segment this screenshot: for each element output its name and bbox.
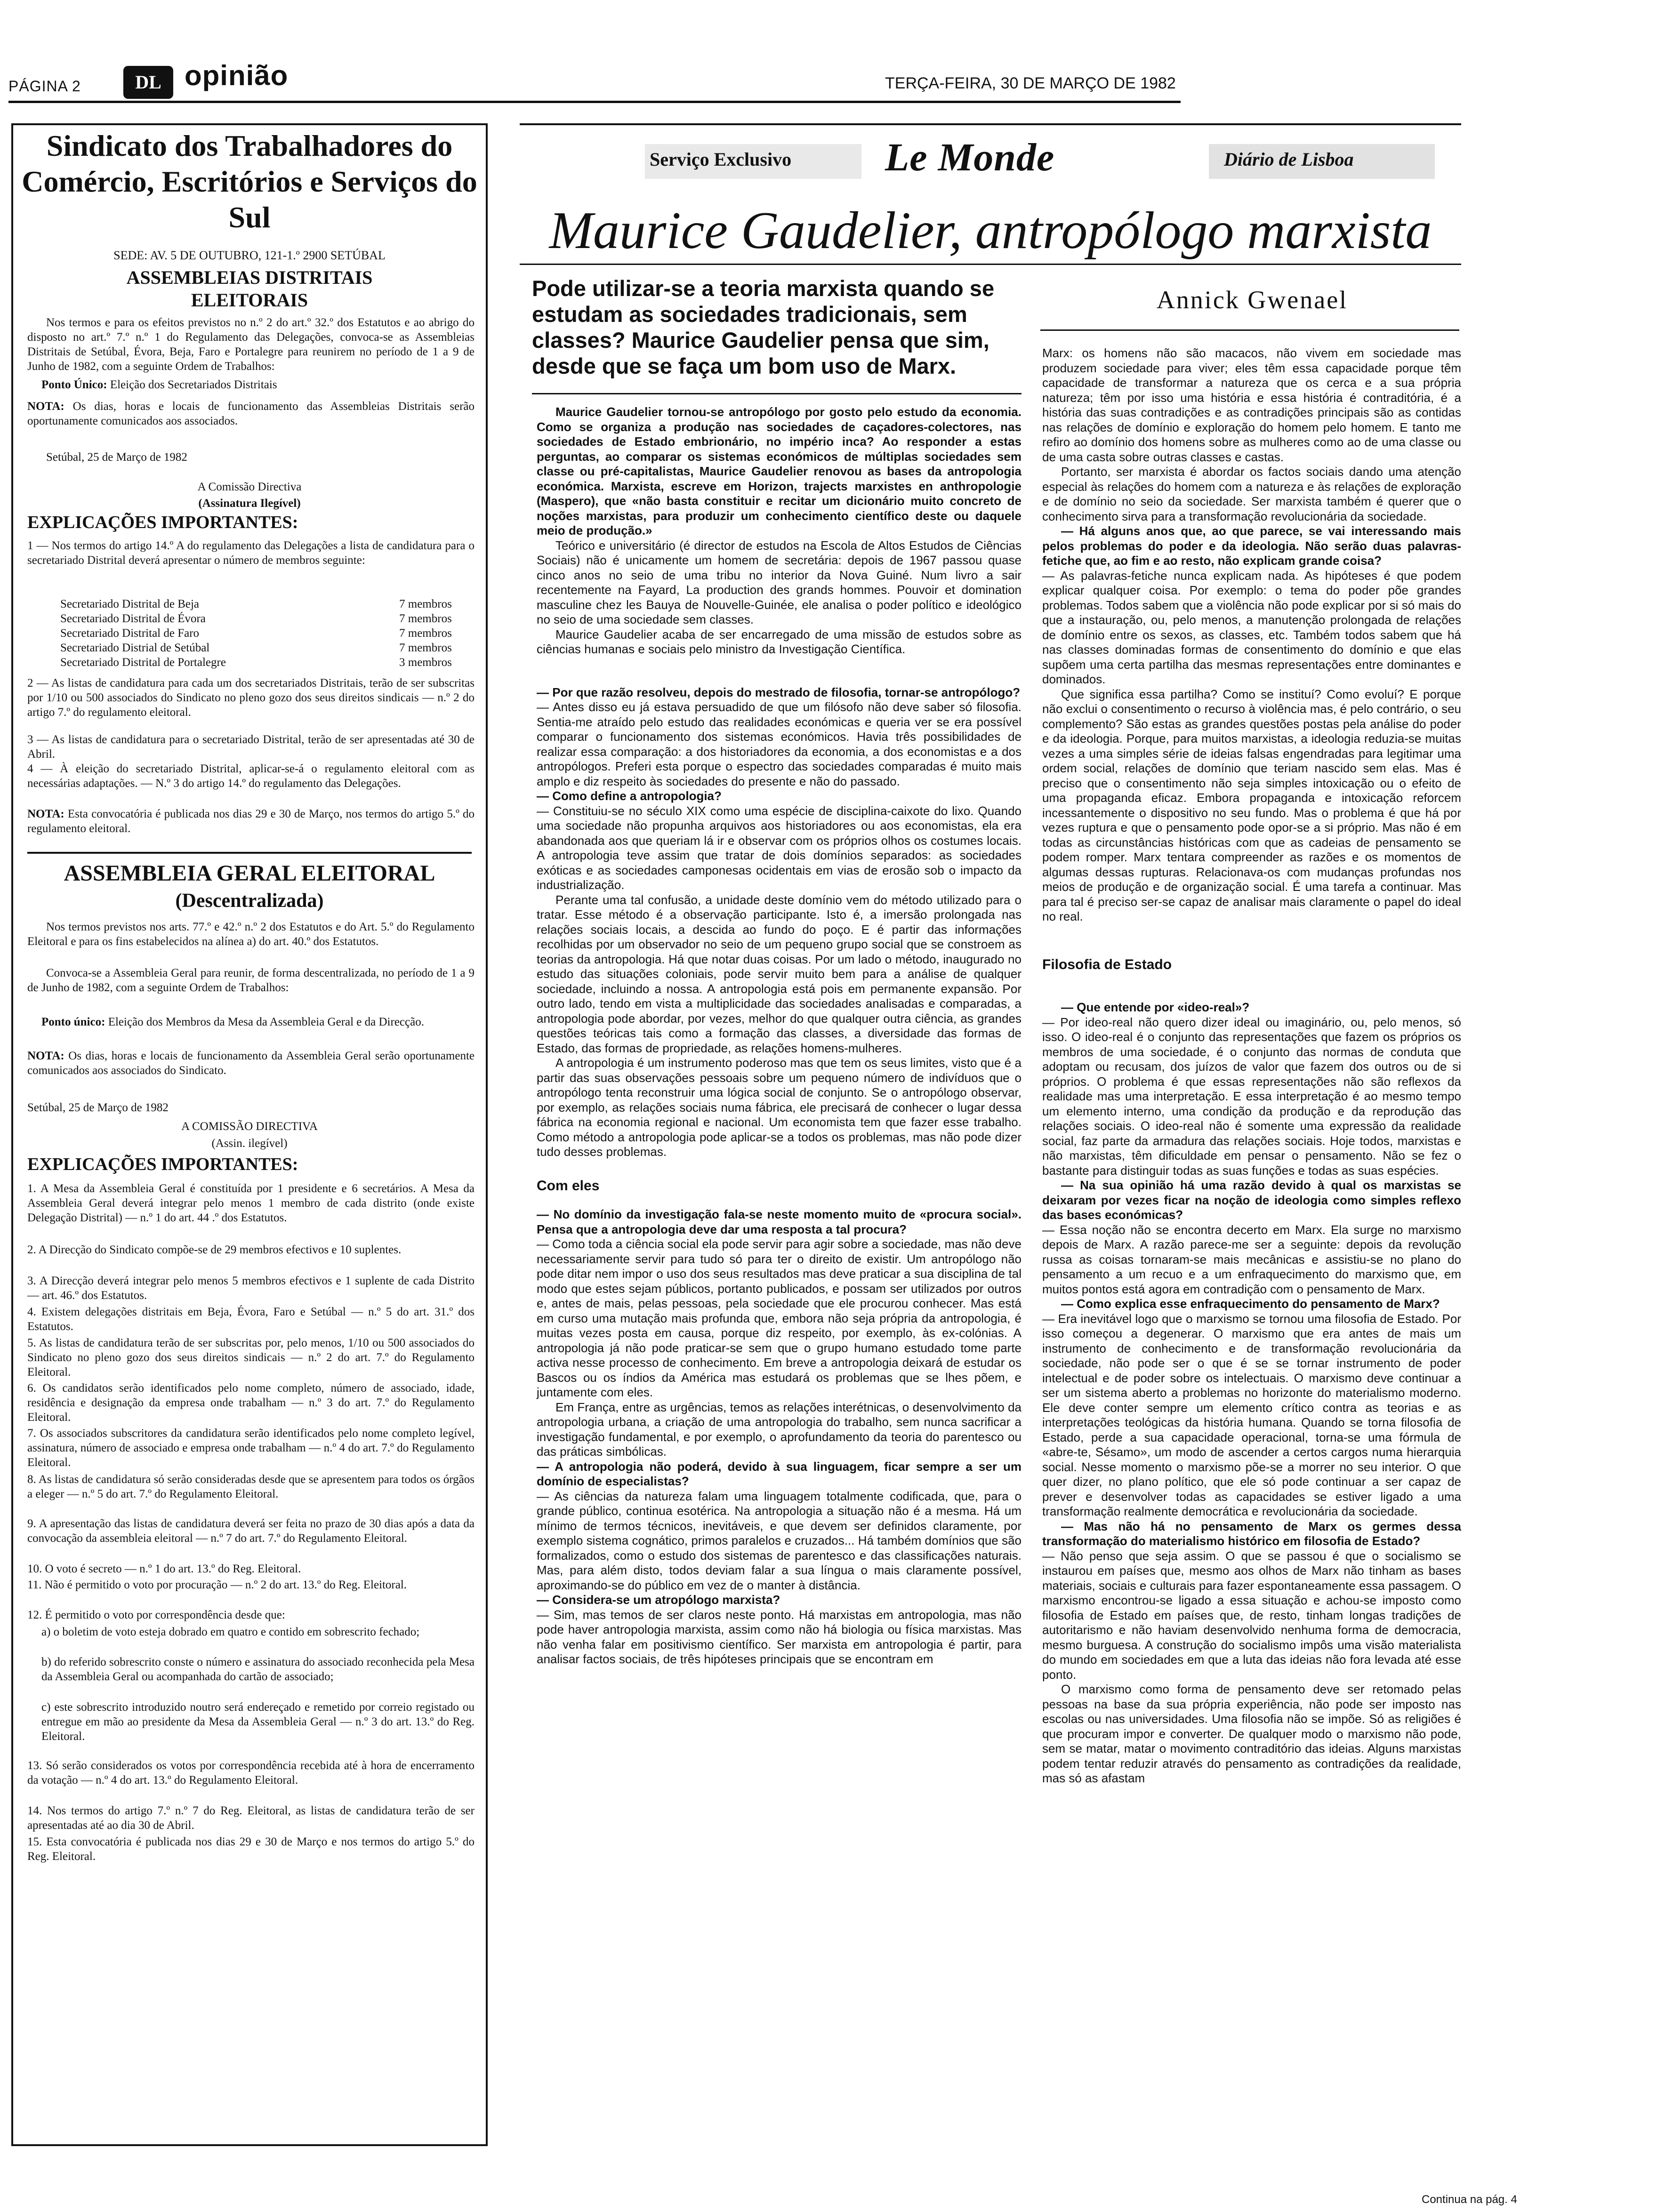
article-top-rule	[520, 123, 1461, 125]
interview-question: — Considera-se um atropólogo marxista?	[537, 1593, 780, 1607]
interview-question: — A antropologia não poderá, devido à sua linguagem, ficar sempre a ser um domínio de especialistas?	[537, 1459, 1022, 1488]
part1-note-text: Os dias, horas e locais de funcionamento das Assembleias Distritais serão oportunamente comunicados aos associados.	[27, 400, 475, 427]
part2-signature: (Assin. ilegível)	[211, 1137, 288, 1150]
interview-question: — Como define a antropologia?	[537, 789, 722, 803]
part1-item-4: 4 — À eleição do secretariado Distrital, aplicar-se-á o regulamento eleitoral com as necessárias adaptações. — N.º 3 do artigo 14.º do regulamento das Delegações.	[27, 762, 475, 790]
article-lead: Maurice Gaudelier tornou-se antropólogo por gosto pelo estudo da economia. Como se organiza a produção nas sociedades de caçadores-colectores, nas sociedades de Estado embrionário, no império inca? Ao responder a estas perguntas, ao comparar os sistemas económicos de múltiplas sociedades sem classe ou pré-capitalistas, Maurice Gaudelier renovou as bases da antropologia económica. Marxista, escreve em Horizon, trajects marxistes en anthropologie (Maspero), que «não basta constituir e recitar um dicionário muito concreto de noções marxistas, para produzir um conhecimento científico deste ou daquele meio de produção.»	[537, 405, 1022, 537]
union-notice	[11, 123, 488, 2146]
article-byline: Annick Gwenael	[1156, 286, 1348, 314]
part1-note-2: NOTA: Esta convocatória é publicada nos dias 29 e 30 de Março, nos termos do artigo 5.º do regulamento eleitoral.	[27, 808, 475, 835]
byline-rule	[1040, 329, 1459, 331]
part2-item: 8. As listas de candidatura só serão consideradas desde que se apresentem para todos os órgãos a eleger — n.º 5 do art. 7.º do Regulamento Eleitoral.	[27, 1473, 475, 1500]
paragraph: Que significa essa partilha? Como se instituí? Como evoluí? E porque não exclui o consentimento o recurso à violência mas, é pelo contrário, o seu complemento? São estas as grandes questões postas pela análise do poder e da ideologia. Porque, para muitos marxistas, a ideologia reduzia-se muitas vezes a uma simples série de ideias falsas engendradas para legitimar uma ordem social, relações de domínio que teriam nascido sem elas. Mas é preciso que o consentimento não seja simples intoxicação ou o efeito de uma propaganda eficaz. Embora propaganda e intoxicação reforcem incessantemente o dispositivo no seu fundo. Mas o problema é que há por vezes ruptura e que o pensamento pode opor-se a si próprio. Mas não é em todas as circunstâncias históricas com que as cadeias de pensamento se podem romper. Marx tentara compreender as razões e os momentos de algumas dessas rupturas. Relacionava-os com mudanças profundas nos meios de produção e de organização social. É uma tarefa a continuar. Mas para tal é preciso ser-se capaz de analisar mais claramente o papel do ideal no real.	[1042, 687, 1461, 923]
article-headline: Maurice Gaudelier, antropólogo marxista	[549, 201, 1432, 260]
part2-signed-by: A COMISSÃO DIRECTIVA	[181, 1120, 318, 1133]
interview-answer: — As palavras-fetiche nunca explicam nada. As hipóteses é que podem explicar qualquer coisa. Por exemplo: o tema do poder põe grandes problemas. Todos sabem que a violência não pode explicar por si só mais do que a instauração, ou, pelo menos, a manutenção prolongada de relações de domínio entre os sexos, as classes, etc. Também todos sabem que há nas classes dominadas formas de consentimento do domínio e que elas supõem uma certa partilha das mesmas representações entre dominantes e dominados.	[1042, 568, 1461, 686]
part1-heading: ASSEMBLEIAS DISTRITAIS ELEITORAIS	[126, 267, 373, 311]
part2-place-date: Setúbal, 25 de Março de 1982	[27, 1101, 169, 1114]
section-name: opinião	[185, 60, 289, 91]
interview-question: — Na sua opinião há uma razão devido à qual os marxistas se deixaram por vezes ficar na noção de ideologia como simples reflexo das bases económicas?	[1042, 1178, 1461, 1222]
interview-answer: — Como toda a ciência social ela pode servir para agir sobre a sociedade, mas não deve necessariamente servir para tudo só para ter o direito de existir. Um antropólogo não pode ditar nem impor o uso dos seus resultados mas deve praticar a sua disciplina de tal modo que estes sejam públicos, portanto publicados, e possam ser utilizados por outros e, antes de mais, pelas pessoas, pela sociedade que ele procurou conhecer. Mas está em curso uma mutação mais profunda que, embora não seja própria da antropologia, é muitas vezes posta em causa, porque diz respeito, por exemplo, às ex-colónias. A antropologia já não pode praticar-se sem que o grupo humano estudado tome parte activa nesse processo de conhecimento. Em breve a antropologia deixará de estudar os Bascos ou os índios da América mas estudará os problemas que se lhes põem, e juntamente com eles.	[537, 1237, 1022, 1399]
part1-signed-by: A Comissão Directiva	[197, 481, 302, 493]
interview-answer: — Essa noção não se encontra decerto em Marx. Ela surge no marxismo depois de Marx. A razão parece-me ser a seguinte: depois da revolução russa as coisas tornaram-se mais mecânicas e assistiu-se no plano do pensamento a um recuo e a um enfraquecimento do marxismo que, em muitos pontos está agora em contradição com o pensamento de Marx.	[1042, 1222, 1461, 1296]
part1-signature: (Assinatura Ilegível)	[198, 497, 301, 510]
part2-item: 4. Existem delegações distritais em Beja, Évora, Faro e Setúbal — n.º 5 do art. 31.º dos Estatutos.	[27, 1306, 475, 1333]
article-deck: Pode utilizar-se a teoria marxista quando se estudam as sociedades tradicionais, sem classes? Maurice Gaudelier pensa que sim, desde que se faça um bom uso de Marx.	[532, 276, 995, 378]
secretariat-row: Secretariado Distrital de Faro 7 membros	[60, 627, 452, 640]
part1-item-1: 1 — Nos termos do artigo 14.º A do regulamento das Delegações a lista de candidatura para o secretariado Distrital deverá apresentar o número de membros seguinte:	[27, 539, 475, 567]
interview-question: — Há alguns anos que, ao que parece, se vai interessando mais pelos problemas do poder e da ideologia. Não serão duas palavras-fetiche que, ao fim e ao resto, não explicam grande coisa?	[1042, 524, 1461, 568]
banner-paper-logo: Le Monde	[885, 136, 1055, 179]
part2-item: 6. Os candidatos serão identificados pelo nome completo, número de associado, idade, residência e designação da empresa onde trabalham — n.º 3 do art. 7.º do Regulamento Eleitoral.	[27, 1382, 475, 1424]
banner-exclusive: Serviço Exclusivo	[650, 149, 792, 170]
part2-item: 13. Só serão considerados os votos por correspondência recebida até à hora de encerramento da votação — n.º 4 do art. 13.º do Regulamento Eleitoral.	[27, 1759, 475, 1787]
part2-subitem: b) do referido sobrescrito conste o número e assinatura do associado reconhecida pela Mesa da Assembleia Geral ou acompanhada do cartão de associado;	[41, 1656, 475, 1683]
secretariats-table	[60, 597, 475, 670]
part2-item: 3. A Direcção deverá integrar pelo menos 5 membros efectivos e 1 suplente de cada Distrito — art. 46.º dos Estatutos.	[27, 1274, 475, 1302]
subhead: Filosofia de Estado	[1042, 956, 1172, 972]
paragraph: Perante uma tal confusão, a unidade deste domínio vem do método utilizado para o tratar. Esse método é a observação participante. Isto é, a imersão prolongada nas relações sociais locais, a descida ao fundo do poço. E é partir das informações recolhidas por um observador no seio de um pequeno grupo social que se constroem as teorias da antropologia. Há que notar duas coisas. Por um lado o método, inaugurado no estudo das situações coloniais, pode servir muito bem para a análise de qualquer sociedade, incluindo a nossa. A antropologia está pois em permanente expansão. Por outro lado, tendo em vista a multiplicidade das sociedades analisadas e comparadas, a antropologia pode abordar, por vezes, melhor do que qualquer outra ciência, as grandes questões teóricas tais como a formação das classes, a diversidade das formas de Estado, das formas de propriedade, as relações homens-mulheres.	[537, 892, 1022, 1055]
part2-subitem: a) o boletim de voto esteja dobrado em quatro e contido em sobrescrito fechado;	[41, 1626, 420, 1638]
page-number: PÁGINA 2	[8, 78, 81, 95]
paragraph: Marx: os homens não são macacos, não vivem em sociedade mas produzem sociedade para viver; eles têm essa capacidade porque têm capacidade de transformar a natureza que os cerca e a sua própria natureza; têm por isso uma história e essa história é contraditória, é a história das suas contradições e as contradições principais são as contidas nas relações de domínio e exploração do homem pelo homem. E tanto me refiro ao domínio dos homens sobre as mulheres como ao de uma classe ou de uma casta sobre outras classes e castas.	[1042, 346, 1461, 464]
part2-agenda: Ponto único: Eleição dos Membros da Mesa da Assembleia Geral e da Direcção.	[41, 1016, 424, 1028]
part1-item-2: 2 — As listas de candidatura para cada um dos secretariados Distritais, terão de ser subscritas por 1/10 ou 500 associados do Sindicato no pleno gozo dos seus direitos sindicais — n.º 2 do artigo 7.º do regulamento eleitoral.	[27, 677, 475, 719]
paragraph: O marxismo como forma de pensamento deve ser retomado pelas pessoas na base da sua própria experiência, não pode ser imposto nas escolas ou nas universidades. Uma filosofia não se impõe. Só as religiões é que procuram impor e converter. De qualquer modo o marxismo não pode, sem se matar, matar o movimento contraditório das ideias. Alguns marxistas podem tentar reduzir através do pensamento as contradições da realidade, mas só as afastam	[1042, 1682, 1461, 1785]
part2-intro-2: Convoca-se a Assembleia Geral para reunir, de forma descentralizada, no período de 1 a 9 de Junho de 1982, com a seguinte Ordem de Trabalhos:	[27, 967, 475, 994]
section-divider	[27, 852, 472, 854]
part2-subitem: c) este sobrescrito introduzido noutro será endereçado e remetido por correio registado ou entregue em mão ao presidente da Mesa da Assembleia Geral — n.º 3 do art. 13.º do Reg. Eleitoral.	[41, 1701, 475, 1743]
interview-question: — No domínio da investigação fala-se neste momento muito de «procura social». Pensa que a antropologia deve dar uma resposta a tal procura?	[537, 1207, 1022, 1236]
part1-explanations-heading: EXPLICAÇÕES IMPORTANTES:	[27, 513, 298, 532]
part2-item: 7. Os associados subscritores da candidatura serão identificados pelo nome completo legível, assinatura, número de associado e empresa onde trabalham — n.º 4 do art. 7.º do Regulamento Eleitoral.	[27, 1427, 475, 1469]
notice-address: SEDE: AV. 5 DE OUTUBRO, 121-1.º 2900 SETÚBAL	[113, 248, 386, 262]
part2-item: 12. É permitido o voto por correspondência desde que:	[27, 1609, 285, 1621]
issue-date: TERÇA-FEIRA, 30 DE MARÇO DE 1982	[885, 74, 1176, 92]
interview-answer: — Antes disso eu já estava persuadido de que um filósofo não deve saber só filosofia. Sentia-me atraído pelo estudo das realidades económicas e queria ver se era possível comparar o funcionamento dos sistemas económicos. Havia três possibilidades de realizar essa comparação: a dos historiadores da economia, a dos economistas e a dos antropólogos. Preferi esta porque o espectro das sociedades comparadas é muito mais amplo e diz respeito às sociedades do presente e não do passado.	[537, 700, 1022, 788]
interview-answer: — Constituiu-se no século XIX como uma espécie de disciplina-caixote do lixo. Quando uma sociedade não propunha arquivos aos historiadores ou aos economistas, ela era abandonada aos que queriam lá ir e observar com os próprios olhos os costumes locais. A antropologia teve assim que tratar de dois domínios separados: as sociedades exóticas e as sociedades camponesas ocidentais em vias de erosão sob o impacto da industrialização.	[537, 803, 1022, 892]
secretariat-row: Secretariado Distrital de Évora 7 membros	[60, 612, 452, 625]
interview-question: — Que entende por «ideo-real»?	[1061, 1000, 1250, 1014]
paragraph: Teórico e universitário (é director de estudos na Escola de Altos Estudos de Ciências Sociais) não é unicamente um homem de secretária: depois de 1967 passou quase cinco anos no seio de uma tribu no interior da Nova Guiné. Num livro a sair recentemente na Fayard, La production des grands hommes. Pouvoir et domination masculine chez les Bauya de Nouvelle-Guinée, ele analisa o poder político e ideológico no seio de uma sociedade sem classes.	[537, 538, 1022, 626]
part2-intro-1: Nos termos previstos nos arts. 77.º e 42.º n.º 2 dos Estatutos e do Art. 5.º do Regulamento Eleitoral e para os fins estabelecidos na alínea a) do art. 40.º dos Estatutos.	[27, 921, 475, 948]
headline-rule	[520, 264, 1461, 265]
interview-question: — Por que razão resolveu, depois do mestrado de filosofia, tornar-se antropólogo?	[537, 685, 1021, 699]
paragraph: A antropologia é um instrumento poderoso mas que tem os seus limites, visto que é a partir das suas observações pessoais sobre um pequeno número de indivíduos que o antropólogo tenta reconstruir uma lógica social de conjunto. Se o antropólogo observar, por exemplo, as relações sociais numa fábrica, ele precisará de conhecer o lugar dessa fábrica na economia regional e nacional. Um economista tem que fazer esse trabalho. Como método a antropologia pode aplicar-se a todos os problemas, mas não pode dizer tudo desses problemas.	[537, 1056, 1022, 1159]
paragraph: Em França, entre as urgências, temos as relações interétnicas, o desenvolvimento da antropologia urbana, a criação de uma antropologia do trabalho, sem nunca sacrificar a investigação fundamental, e por exemplo, o aprofundamento da teoria do parentesco ou das práticas simbólicas.	[537, 1400, 1022, 1459]
secretariat-row: Secretariado Distrial de Setúbal 7 membros	[60, 641, 452, 654]
continued-note[interactable]: Continua na pág. 4	[1422, 2193, 1517, 2206]
header-rule	[8, 101, 1181, 103]
interview-answer: — Por ideo-real não quero dizer ideal ou imaginário, ou, pelo menos, só isso. O ideo-real é o conjunto das representações que fazem os próprios os membros de uma sociedade, é o conjunto das normas de conduta que adoptam ou recusam, dos juízos de valor que fazem dos outros ou de si próprios. O problema é que essas representações não são reflexos da realidade mas uma interpretação. E essa interpretação é ao mesmo tempo um elemento interno, uma condição da produção e da reprodução das relações sociais. O ideo-real não é somente uma expressão da realidade social, faz parte da armadura das relações sociais. Hoje todos, marxistas e não marxistas, têm dificuldade em pensar o pensamento. Não se fez o bastante para distinguir todas as suas funções e todas as suas espécies.	[1042, 1015, 1461, 1178]
part2-item: 14. Nos termos do artigo 7.º n.º 7 do Reg. Eleitoral, as listas de candidatura terão de ser apresentadas até ao dia 30 de Abril.	[27, 1804, 475, 1832]
secretariat-row: Secretariado Distrital de Beja 7 membros	[60, 598, 452, 610]
part2-item: 2. A Direcção do Sindicato compõe-se de 29 membros efectivos e 10 suplentes.	[27, 1243, 402, 1256]
part2-item: 1. A Mesa da Assembleia Geral é constituída por 1 presidente e 6 secretários. A Mesa da Assembleia Geral deverá integrar pelo menos 1 membro de cada distrito (onde existe Delegação Distrital) — n.º 1 do art. 44 .º dos Estatutos.	[27, 1182, 475, 1224]
deck-rule	[532, 393, 1022, 394]
part2-item: 5. As listas de candidatura terão de ser subscritas por, pelo menos, 1/10 ou 500 associados do Sindicato no pleno gozo dos seus direitos sindicais — n.º 2 do art. 7.º do Regulamento Eleitoral.	[27, 1337, 475, 1378]
part1-agenda-text: Eleição dos Secretariados Distritais	[110, 378, 277, 391]
article-column-2	[1042, 346, 1461, 1786]
interview-answer: — Não penso que seja assim. O que se passou é que o socialismo se instaurou em países que, mesmo aos olhos de Marx não tinham as bases materiais, sociais e culturais para fazer espontaneamente essa passagem. O marxismo encontrou-se ligado a essa situação e achou-se imposto como filosofia de Estado em países que, de resto, tinham longas tradições de autoritarismo e não haviam desenvolvido nenhuma forma de democracia, mesmo burguesa. A construção do socialismo impôs uma visão materialista do mundo em sociedades em que a luta das ideias não fora levada até esse ponto.	[1042, 1548, 1461, 1682]
article-column-1	[537, 405, 1022, 1667]
section-logo: DL	[123, 66, 173, 99]
interview-answer: — Sim, mas temos de ser claros neste ponto. Há marxistas em antropologia, mas não pode haver antropologia marxista, assim como não há biologia ou física marxistas. Mas não venha falar em positivismo científico. Ser marxista em antropologia é partir, para analisar factos sociais, de três hipóteses principais que se encontram em	[537, 1607, 1022, 1666]
part2-item: 9. A apresentação das listas de candidatura deverá ser feita no prazo de 30 dias após a data da convocação da assembleia eleitoral — n.º 7 do art. 7.º do Regulamento Eleitoral.	[27, 1517, 475, 1545]
part1-place-date: Setúbal, 25 de Março de 1982	[46, 451, 187, 464]
part2-subheading: (Descentralizada)	[175, 890, 324, 912]
part2-note: NOTA: Os dias, horas e locais de funcionamento da Assembleia Geral serão oportunamente comunicados aos associados do Sindicato.	[27, 1050, 475, 1077]
part1-item-3: 3 — As listas de candidatura para o secretariado Distrital, terão de ser apresentadas até 30 de Abril.	[27, 733, 475, 761]
interview-question: — Como explica esse enfraquecimento do pensamento de Marx?	[1061, 1297, 1440, 1311]
part2-item: 10. O voto é secreto — n.º 1 do art. 13.º do Reg. Eleitoral.	[27, 1563, 301, 1575]
part1-intro: Nos termos e para os efeitos previstos no n.º 2 do art.º 32.º dos Estatutos e ao abrigo do disposto no art.º 7.º n.º 1 do Regulamento das Delegações, convoca-se as Assembleias Distritais de Setúbal, Évora, Beja, Faro e Portalegre para reunirem no período de 1 a 9 de Junho de 1982, com a seguinte Ordem de Trabalhos:	[27, 316, 475, 373]
part1-note	[27, 399, 475, 428]
part1-agenda-label: Ponto Único:	[41, 378, 107, 391]
part2-heading: ASSEMBLEIA GERAL ELEITORAL	[64, 861, 435, 886]
part2-explanations-heading: EXPLICAÇÕES IMPORTANTES:	[27, 1154, 298, 1174]
part1-agenda	[41, 377, 475, 392]
interview-question: — Mas não há no pensamento de Marx os germes dessa transformação do materialismo histórico em filosofia de Estado?	[1042, 1519, 1461, 1548]
paragraph: Maurice Gaudelier acaba de ser encarregado de uma missão de estudos sobre as ciências humanas e sociais pelo ministro da Investigação Científica.	[537, 627, 1022, 656]
notice-title: Sindicato dos Trabalhadores do Comércio, Escritórios e Serviços do Sul	[22, 129, 477, 234]
interview-answer: — Era inevitável logo que o marxismo se tornou uma filosofia de Estado. Por isso começou a degenerar. O marxismo que era antes de mais um instrumento de conhecimento e de transformação revolucionária da sociedade, não pode ser o que é se se tornar instrumento de poder intelectual e de poder sobre os intelectuais. O marxismo deve continuar a ser um sistema aberto a problemas no horizonte do materialismo moderno. Ele deve conter sempre um elemento crítico contra as teorias e as interpretações teológicas da história humana. Quando se torna filosofia de Estado, perde a sua capacidade operacional, torna-se uma fórmula de «abre-te, Sésamo», um modo de ascender a certos cargos numa hierarquia social. Nesse momento o marxismo põe-se a morrer no seu interior. O que quer dizer, no plano político, que ele só pode continuar a ser capaz de prever e desenvolver todas as capacidades se estiver ligado a uma transformação realmente democrática e revolucionária da sociedade.	[1042, 1311, 1461, 1518]
part2-item: 15. Esta convocatória é publicada nos dias 29 e 30 de Março e nos termos do artigo 5.º do Reg. Eleitoral.	[27, 1835, 475, 1863]
part1-note-label: NOTA:	[27, 400, 64, 413]
part2-item: 11. Não é permitido o voto por procuração — n.º 2 do art. 13.º do Reg. Eleitoral.	[27, 1579, 407, 1591]
subhead: Com eles	[537, 1178, 600, 1194]
paragraph: Portanto, ser marxista é abordar os factos sociais dando uma atenção especial às relações do homem com a natureza e às relações de exploração e de domínio no seio da sociedade. Ser marxista também é querer que o conhecimento sirva para a transformação revolucionária da sociedade.	[1042, 465, 1461, 523]
interview-answer: — As ciências da natureza falam uma linguagem totalmente codificada, que, para o grande público, continua esotérica. Na antropologia a situação não é a mesma. Há um mínimo de termos técnicos, inevitáveis, e que devem ser definidos claramente, por exemplo sistema cognático, primos paralelos e cruzados... Há também domínios que são formalizados, como o estudo dos sistemas de parentesco e das classificações naturais. Mas, para além disto, todos deviam falar a sua língua o mais claramente possível, aproximando-se do público em vez de o manter à distância.	[537, 1489, 1022, 1592]
banner-partner-logo: Diário de Lisboa	[1224, 149, 1354, 170]
secretariat-row: Secretariado Distrital de Portalegre 3 membros	[60, 656, 452, 669]
